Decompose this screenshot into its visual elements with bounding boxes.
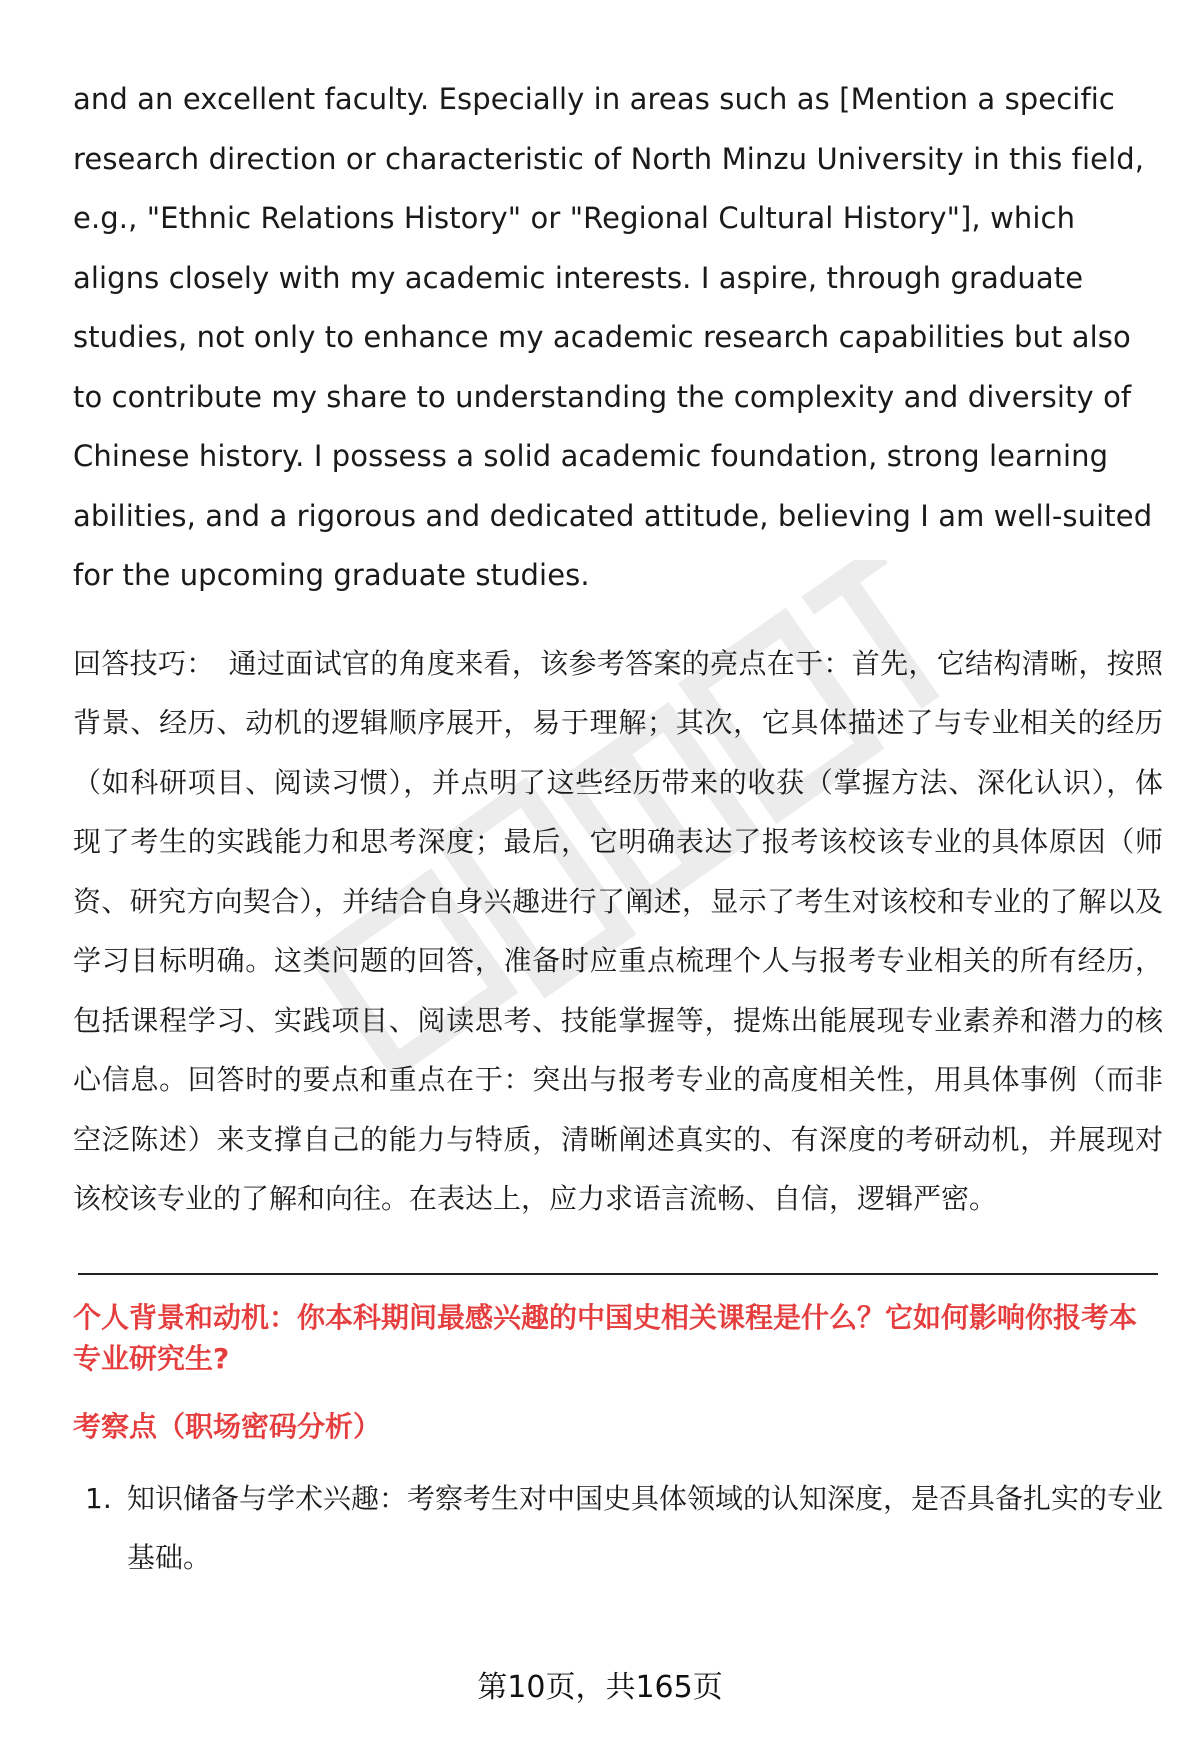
answer-tips-label: 回答技巧： bbox=[73, 646, 215, 680]
assessment-points-heading: 考察点（职场密码分析） bbox=[73, 1409, 382, 1443]
answer-tips-paragraph bbox=[73, 634, 1163, 1229]
assessment-points-list bbox=[73, 1469, 1163, 1588]
answer-tips-text: 通过面试官的角度来看，该参考答案的亮点在于：首先，它结构清晰，按照背景、经历、动机的逻辑顺序展开，易于理解；其次，它具体描述了与专业相关的经历（如科研项目、阅读习惯），并点明了这些经历带来的收获（掌握方法、深化认识），体现了考生的实践能力和思考深度；最后，它明确表达了报考该校该专业的具体原因（师资、研究方向契合），并结合自身兴趣进行了阐述，显示了考生对该校和专业的了解以及学习目标明确。这类问题的回答，准备时应重点梳理个人与报考专业相关的所有经历，包括课程学习、实践项目、阅读思考、技能掌握等，提炼出能展现专业素养和潜力的核心信息。回答时的要点和重点在于：突出与报考专业的高度相关性，用具体事例（而非空泛陈述）来支撑自己的能力与特质，清晰阐述真实的、有深度的考研动机，并展现对该校该专业的了解和向往。在表达上，应力求语言流畅、自信，逻辑严密。 bbox=[73, 646, 1163, 1215]
english-answer-paragraph: and an excellent faculty. Especially in areas such as [Mention a specific research direction or characteristic of North Minzu University in this field, e.g., "Ethnic Relations History" or "Regional Cultural History"], which aligns closely with my academic interests. I aspire, through graduate studies, not only to enhance my academic research capabilities but also to contribute my share to understanding the complexity and diversity of Chinese history. I possess a solid academic foundation, strong learning abilities, and a rigorous and dedicated attitude, believing I am well-suited for the upcoming graduate studies. bbox=[73, 82, 1153, 592]
page-number: 第10页，共165页 bbox=[477, 1670, 723, 1705]
list-item-number: 1. bbox=[85, 1481, 112, 1515]
list-item-text: 知识储备与学术兴趣：考察考生对中国史具体领域的认知深度，是否具备扎实的专业基础。 bbox=[127, 1481, 1164, 1574]
section-divider bbox=[78, 1273, 1158, 1275]
list-item bbox=[73, 1469, 1163, 1588]
question-heading: 个人背景和动机：你本科期间最感兴趣的中国史相关课程是什么？它如何影响你报考本专业研究生? bbox=[73, 1300, 1138, 1375]
main-content bbox=[73, 70, 1163, 1588]
